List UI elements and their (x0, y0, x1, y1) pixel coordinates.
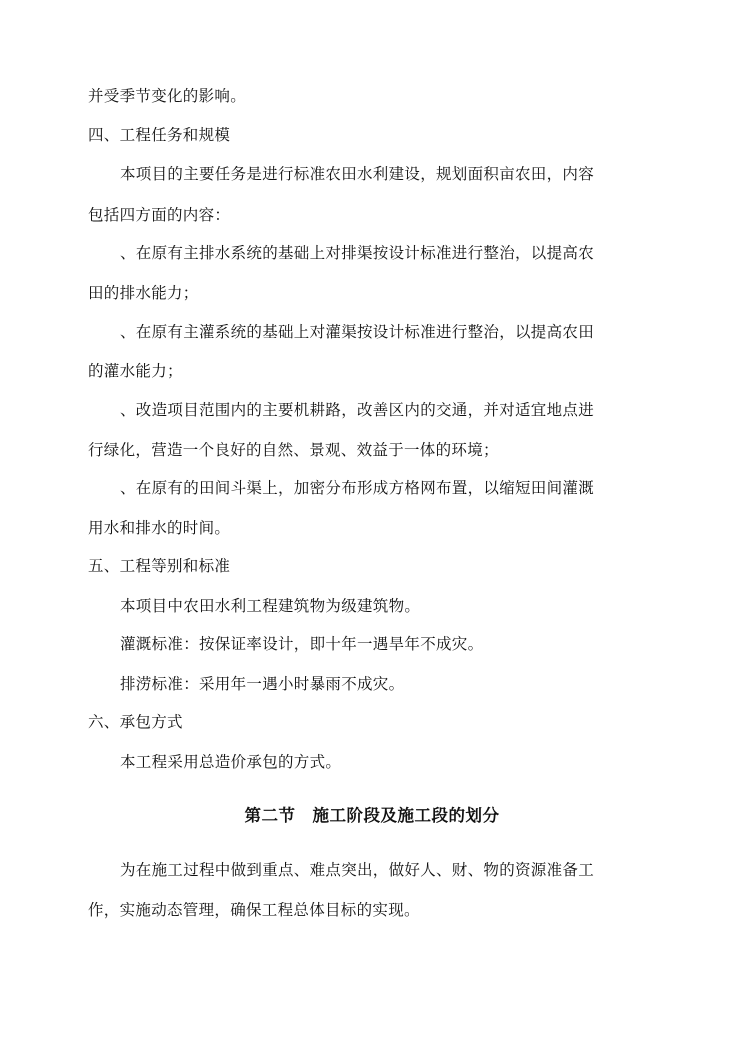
list-item-text: 、在原有的田间斗渠上，加密分布形成方格网布置，以缩短田间灌溉 (120, 479, 595, 497)
text-line: 包括四方面的内容： (88, 206, 231, 224)
list-item-text: 、在原有主排水系统的基础上对排渠按设计标准进行整治，以提高农 (120, 244, 595, 262)
text-line: 本工程采用总造价承包的方式。 (120, 753, 342, 771)
chapter-section-title: 第二节 施工阶段及施工段的划分 (244, 806, 500, 825)
text-line: 本项目中农田水利工程建筑物为级建筑物。 (120, 597, 421, 615)
list-item-text: 、改造项目范围内的主要机耕路，改善区内的交通，并对适宜地点进 (120, 401, 595, 419)
section-heading-five: 五、工程等别和标准 (88, 557, 231, 575)
text-line: 本项目的主要任务是进行标准农田水利建设，规划面积亩农田，内容 (120, 165, 595, 183)
section-heading-six: 六、承包方式 (88, 713, 183, 731)
text-line: 并受季节变化的影响。 (88, 87, 247, 105)
text-line: 灌溉标准：按保证率设计，即十年一遇旱年不成灾。 (120, 635, 484, 653)
text-line: 用水和排水的时间。 (88, 519, 231, 537)
section-heading-four: 四、工程任务和规模 (88, 126, 231, 144)
text-line: 田的排水能力； (88, 284, 199, 302)
text-line: 行绿化，营造一个良好的自然、景观、效益于一体的环境； (88, 441, 499, 459)
text-line: 的灌水能力； (88, 362, 183, 380)
text-line: 作，实施动态管理，确保工程总体目标的实现。 (88, 901, 420, 919)
list-item-text: 、在原有主灌系统的基础上对灌渠按设计标准进行整治，以提高农田 (120, 323, 595, 341)
text-line: 为在施工过程中做到重点、难点突出，做好人、财、物的资源准备工 (120, 861, 595, 879)
text-line: 排涝标准：采用年一遇小时暴雨不成灾。 (120, 675, 405, 693)
